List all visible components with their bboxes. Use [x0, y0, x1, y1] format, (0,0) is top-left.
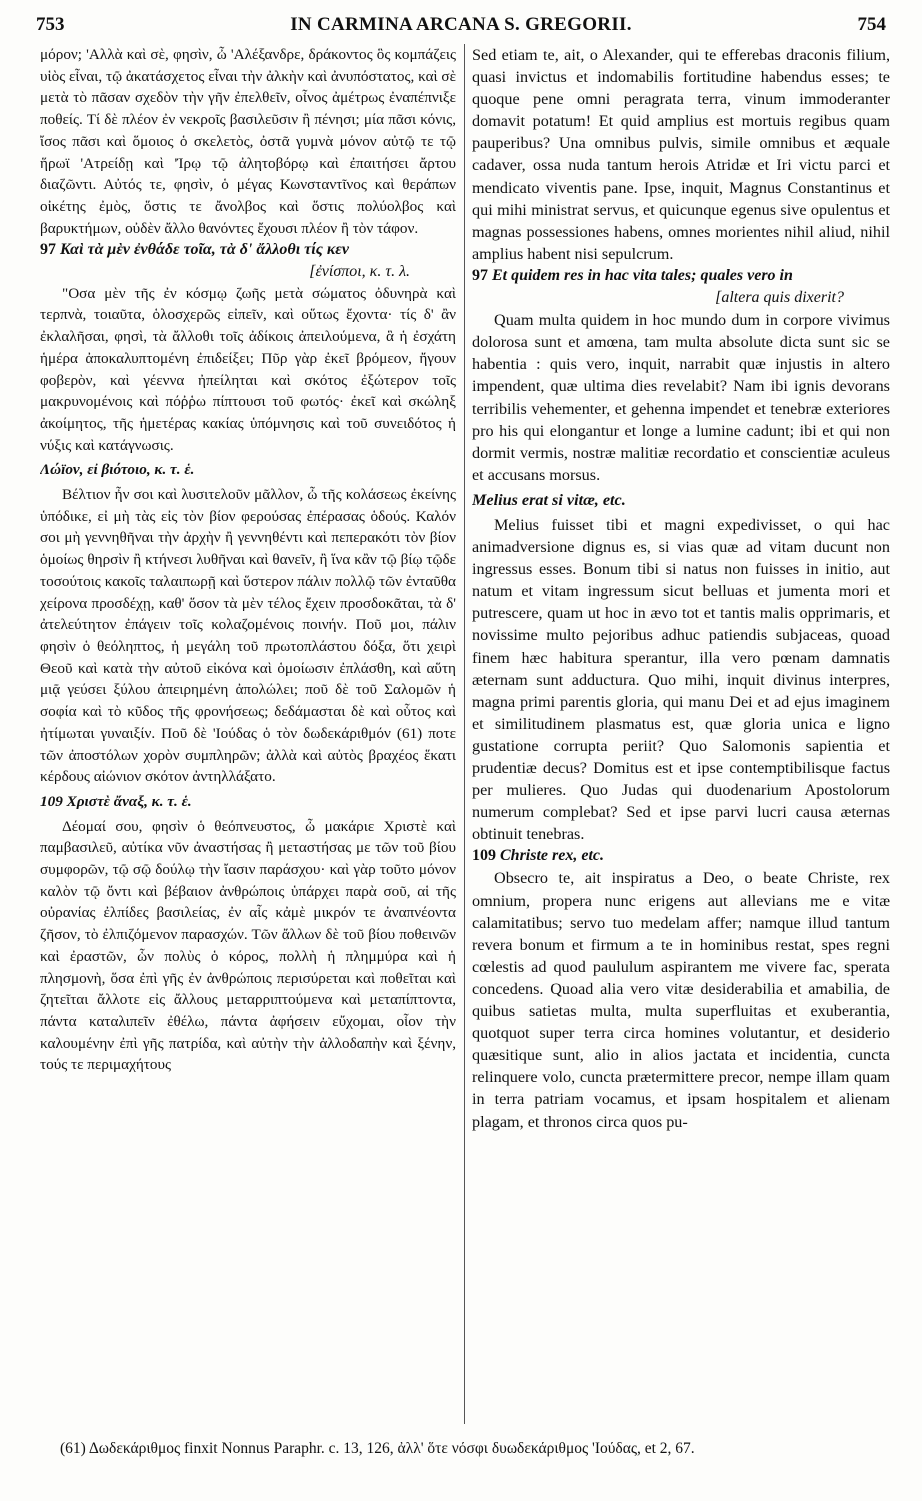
- latin-lemma-97: [472, 265, 890, 309]
- greek-lemma-97: [40, 239, 456, 282]
- greek-paragraph-2: "Οσα μὲν τῆς ἐν κόσμῳ ζωῆς μετὰ σώματος ὀδυνηρὰ καὶ τερπνὰ, τοιαῦτα, ὁλοσχερῶς εἰπεῖν, καὶ οὕτως ἔχοντα· τίς δ' ἂν ἐκλαλῆσαι, φησὶ, τὰ ἄλλοθι τοῖς ἀδίκοις ἀπειλούμενα, ἃ ἡ ἐσχάτη ἡμέρα ἀποκαλυπτομένη ἐπιδείξει; Πῦρ γὰρ ἐκεῖ βρόμεον, ἤγουν φοβερὸν, καὶ γέεννα ἠπείληται καὶ σκότος ἐξώτερον τοῖς μακρυνομένοις καὶ πόῤῥω πίπτουσι τοῦ φωτός· ἐκεῖ καὶ σκώληξ ἀκοίμητος, τῆς ἡμετέρας κακίας ὑπόμνησις καὶ τοῦ συνειδότος ἡ νύξις καὶ κατάγνωσις.: [40, 284, 456, 454]
- latin-paragraph-1: Sed etiam te, ait, o Alexander, qui te efferebas draconis filium, quasi invictus et indomabilis fortitudine habendus esses; te quoque pene omni peragrata terra, vinum immoderanter domavit potatum! Et quid amplius est mortuis regibus quam pauperibus? Una omnibus pulvis, simile omnibus et æquale cadaver, ossa nuda tantum herois Atridæ et Iri victu parci et mendicato viventis pane. Ipse, inquit, Magnus Constantinus et qui mihi ministrat servus, et quicunque egenus sive opulentus et magnas possessiones habens, omnes morientes nihil aliud, nihil amplius habent nisi sepulcrum.: [472, 46, 890, 263]
- greek-paragraph-3: Βέλτιον ἦν σοι καὶ λυσιτελοῦν μᾶλλον, ὦ τῆς κολάσεως ἐκείνης ὑπόδικε, εἰ μὴ τὰς εἰς τὸν βίον φερούσας ἐπέρασας ὁδούς. Καλόν σοι μὴ γεννηθῆναι τὴν ἀρχὴν ἢ γεννηθέντι καὶ πεπερακότι τὸν βίον ὁμοίως θηρσὶν ἢ κτήνεσι λυθῆναι καὶ θανεῖν, ἢ ἵνα κἂν τῷ βίῳ τῷδε τοσούτοις κακοῖς ταλαιπωρῇ καὶ ὕστερον πάλιν πολλῷ τῶν ἐνταῦθα χείρονα προσδέχῃ, καθ' ὅσον τὰ μὲν τέλος ἔχειν προσδοκᾶται, τὰ δ' ἀτελεύτητον ἐπάγειν τοῖς κολαζομένοις ποινήν. Ποῦ μοι, πάλιν φησὶν ὁ θεόληπτος, ἡ μεγάλη τοῦ πρωτοπλάστου δόξα, ὅτι χειρὶ Θεοῦ καὶ κατὰ τὴν αὐτοῦ εἰκόνα καὶ ὁμοίωσιν ἐπλάσθη, καὶ αὕτη μιᾷ γεύσει ξύλου ἀπειρημένη ἀπολώλει; ποῦ δὲ τοῦ Σαλομῶν ἡ σοφία καὶ τὸ κῦδος τῆς φρονήσεως; δεδάμασται δὲ καὶ οὗτος καὶ ἠτίμωται γυναιξίν. Ποῦ δὲ 'Ιούδας ὁ τὸν δωδεκάριθμόν (61) ποτε τῶν ἀποστόλων χορὸν συμπληρῶν; ἀλλὰ καὶ αὐτὸς βραχέος ἕκατι κέρδους αἰώνιον σκότον ἀντηλλάξατο.: [40, 486, 456, 786]
- page-header: [36, 8, 886, 38]
- latin-reference-heading: Melius erat si vitæ, etc.: [472, 490, 626, 509]
- latin-column: [472, 44, 890, 1432]
- lemma-text: Καὶ τὰ μὲν ἐνθάδε τοῖα, τὰ δ' ἄλλοθι τίς κεν: [60, 241, 349, 259]
- page-number-right: 754: [857, 14, 886, 35]
- lemma-text: Et quidem res in hac vita tales; quales vero in: [492, 266, 793, 284]
- lemma-number: 109: [472, 847, 496, 865]
- running-title: IN CARMINA ARCANA S. GREGORII.: [290, 14, 632, 35]
- latin-paragraph-2: Quam multa quidem in hoc mundo dum in corpore vivimus dolorosa sunt et amœna, tam multa absolute dicta sunt sic se habentia : quis vero, inquit, narrabit quæ injustis in altero impendent, quæ ultima dies revelabit? Nam ibi ignis devorans terribilis vehementer, et gehenna impendet et tenebræ exteriores pro his qui elongantur et longe a lumine cadunt; ibi et qui non dormit vermis, nostræ malitiæ recordatio et conscientiæ aculeus et accusans morsus.: [472, 311, 890, 484]
- latin-paragraph-3: Melius fuisset tibi et magni expedivisset, o qui hac animadversione dignus es, si vias quæ ad vitam ducunt non ingressus esses. Bonum tibi si natus non fuisses in initio, aut natum et vitam ingressum sicut belluas et jumenta mori et putrescere, quam ut hoc in ævo tot et tantis malis opprimaris, et novissime multo pejoribus adhuc patiendis subjaceas, quoad finem hæc habitura sperantur, illa vero pœnam damnatis æternam sunt adductura. Quo mihi, inquit divinus interpres, magna primi parentis gloria, qui manu Dei et ad ejus imaginem et similitudinem plasmatus est, quæ gloria unica e ligno gustatione corrupta periit? Quo Salomonis sapientia et prudentiæ decus? Domitus est et ipse contemptibilisque factus per mulieres. Quo Judas qui duodenarium Apostolorum numerum complebat? Sed et ipse parvi lucri causa æternas obtinuit tenebras.: [472, 515, 890, 844]
- column-divider: [464, 44, 465, 1424]
- greek-lemma-109: 109 Χριστὲ ἄναξ, κ. τ. ἑ.: [40, 792, 192, 810]
- greek-paragraph-1: μόρον; 'Αλλὰ καὶ σὲ, φησὶν, ὦ 'Αλέξανδρε, δράκοντος ὃς κομπάζεις υἱὸς εἶναι, τῷ ἀκατάσχετος εἶναι τὴν ἀλκὴν καὶ ἀνυπόστατος, καὶ σὲ μετὰ τὸ πᾶσαν σχεδὸν τὴν γῆν ἐπελθεῖν, οἶνος ἀμέτρως ἐναπέπνιξε ποθείς. Τί δὲ πλέον ἐν νεκροῖς βασιλεῦσιν ἢ πένησι; μία πᾶσι κόνις, ἴσος πᾶσι καὶ ὅμοιος ὁ σκελετὸς, ὀστᾶ γυμνὰ μόνον αὐτῷ τε τῷ ἥρωϊ 'Ατρείδῃ καὶ 'Ίρῳ τῷ ἀλητοβόρῳ καὶ ἐπαιτήσει ἄρτου διαζῶντι. Αὐτός τε, φησὶν, ὁ μέγας Κωνσταντῖνος καὶ θεράπων οἰκέτης ἐμὸς, ὅστις τε ἄνολβος καὶ ὅστις πολύολβος καὶ βαρυκτήμων, οὐδὲν ἄλλο θανόντες ἔχουσι πλέον ἢ τὸν τάφον.: [40, 46, 456, 237]
- lemma-continuation: [ἐνίσποι, κ. τ. λ.: [309, 263, 410, 281]
- page-number-left: 753: [36, 14, 65, 35]
- footnote: (61) Δωδεκάριθμος finxit Nonnus Paraphr. c. 13, 126, ἀλλ' ὅτε νόσφι δυωδεκάριθμος 'Ιούδας, et 2, 67.: [60, 1440, 695, 1457]
- lemma-number: 97: [40, 241, 56, 259]
- greek-paragraph-4: Δέομαί σου, φησὶν ὁ θεόπνευστος, ὦ μακάριε Χριστὲ καὶ παμβασιλεῦ, αὐτίκα νῦν ἀναστήσας ἢ μεταστήσας με τῶν τοῦ βίου συμφορῶν, τῷ σῷ δούλῳ τὴν ἴασιν παράσχου· καὶ γὰρ τοῦτο μόνον καλὸν τῷ ὄντι καὶ βέβαιον ἀνθρώποις ὑπάρχει παρὰ σοῦ, αἱ τῆς οὐρανίας ἐλπίδες βασιλείας, ἐν αἷς κἀμὲ μικρόν τε ἀναπνέοντα ζῆσον, τὸ ἐλπιζόμενον παρασχών. Τῶν ἄλλων δὲ τοῦ βίου ποθεινῶν καὶ ἐραστῶν, ὧν πολὺς ὁ κόρος, πολλὴ ἡ πλημμύρα καὶ ἡ πλησμονὴ, ὅσα ἐπὶ γῆς ἐν ἀνθρώποις περισύρεται καὶ ποθεῖται καὶ ζητεῖται ἄλλοτε εἰς ἄλλους μεταρριπτούμενα καὶ μεταπίπτοντα, πάντα καταλιπεῖν ἐθέλω, πάντα ἀφήσειν εὔχομαι, οἷον τὴν καλουμένην ἐπὶ γῆς πατρίδα, καὶ αὐτὴν τὴν ἀλλοδαπὴν καὶ ξένην, τούς τε περιμαχήτους: [40, 817, 456, 1074]
- lemma-text: Christe rex, etc.: [500, 847, 604, 865]
- greek-column: [40, 44, 456, 1432]
- latin-lemma-109: [472, 845, 890, 867]
- lemma-continuation: [altera quis dixerit?: [715, 289, 844, 307]
- lemma-number: 97: [472, 266, 488, 284]
- latin-paragraph-4: Obsecro te, ait inspiratus a Deo, o beate Christe, rex omnium, propera nunc erigens aut allevians me e vitæ calamitatibus; servo tuo medelam affer; namque illud tantum revera bonum et firmum a te in hominibus restat, spes regni cœlestis ad quod paululum aspirantem me vivere fac, sperata concedens. Quoad alia vero vitæ desiderabilia et amabilia, de quibus satietas multa, multa superfluitas et exuberantia, quotquot super terra circa homines volutantur, et desiderio quæsitique sunt, alio in alios jactata et incidentia, cuncta relinquere volo, cuncta prætermittere precor, nempe illam quam in terra patriam vocamus, et ipsam hospitalem et alienam plagam, et thronos circa quos pu-: [472, 869, 890, 1131]
- greek-reference-heading: Λώϊον, εἰ βιότοιο, κ. τ. ἑ.: [40, 461, 195, 479]
